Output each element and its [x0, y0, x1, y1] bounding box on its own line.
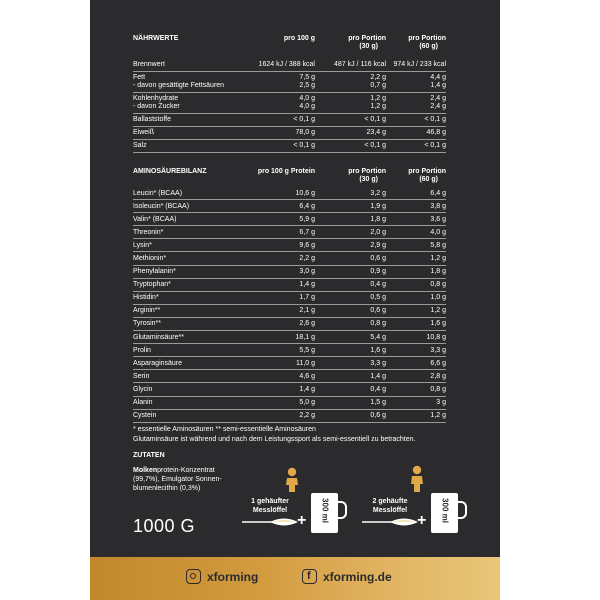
amino-row [133, 213, 446, 226]
measuring-cup-2 [431, 493, 463, 533]
amino-row [133, 226, 446, 239]
amino-row [133, 266, 446, 279]
value-60g: 46,8 g [426, 129, 446, 136]
nutrient-name: Fett - davon gesättigte Fettsäuren [133, 74, 225, 89]
amino-row [133, 318, 446, 331]
value-60g: 974 kJ / 233 kcal [393, 61, 446, 68]
nutrient-name: Ballaststoffe [133, 116, 172, 123]
scoop-icon-2 [360, 517, 420, 531]
amino-value-60g: 1,8 g [430, 268, 446, 276]
footnote-glutamine: Glutaminsäure ist während und nach dem Leistungssport als semi-essentiell zu betrachten. [133, 435, 416, 443]
plus-sign-2: + [417, 512, 427, 529]
amino-value-60g: 3,3 g [430, 346, 446, 354]
nutrition-row [133, 59, 446, 72]
amino-value-60g: 6,4 g [430, 189, 446, 197]
nutrient-name: Eiweiß [133, 129, 155, 136]
amino-value-60g: 0,8 g [430, 281, 446, 289]
amino-value-100g: 5,9 g [299, 215, 315, 223]
amino-row [133, 357, 446, 370]
amino-header [133, 166, 446, 187]
facebook-link[interactable] [302, 569, 392, 584]
instagram-link[interactable] [186, 569, 258, 584]
net-weight: 1000 G [133, 516, 196, 536]
amino-row [133, 383, 446, 396]
amino-value-100g: 9,6 g [299, 241, 315, 249]
nutrition-title: NÄHRWERTE [133, 35, 179, 42]
amino-value-30g: 0,9 g [370, 268, 386, 276]
amino-col-header-60g: pro Portion (60 g) [408, 168, 446, 183]
amino-value-60g: 3,8 g [430, 202, 446, 210]
footnotes [133, 425, 463, 444]
value-100g: < 0,1 g [293, 142, 315, 149]
amino-value-30g: 1,9 g [370, 202, 386, 210]
amino-name: Tyrosin** [133, 320, 162, 328]
nutrient-name: Kohlenhydrate - davon Zucker [133, 95, 180, 110]
amino-row [133, 200, 446, 213]
value-30g: 1,2 g 1,2 g [370, 95, 386, 110]
amino-value-100g: 2,2 g [299, 412, 315, 420]
amino-value-30g: 0,6 g [370, 412, 386, 420]
amino-row [133, 331, 446, 344]
col-header-100g: pro 100 g [283, 35, 315, 42]
value-100g: 78,0 g [295, 129, 315, 136]
amino-value-60g: 5,8 g [430, 241, 446, 249]
measuring-cup-1 [311, 493, 343, 533]
amino-row [133, 187, 446, 200]
footnote-legend: * essentielle Aminosäuren ** semi-essentielle Aminosäuren [133, 426, 316, 433]
value-100g: < 0,1 g [293, 116, 315, 123]
amino-value-100g: 6,4 g [299, 202, 315, 210]
col-header-30g: pro Portion (30 g) [348, 35, 386, 50]
nutrition-row [133, 93, 446, 114]
amino-value-30g: 3,3 g [370, 359, 386, 367]
amino-value-60g: 1,6 g [430, 320, 446, 328]
cup-volume-2: 300 ml [440, 498, 450, 523]
amino-col-header-100g: pro 100 g Protein [257, 168, 315, 175]
nutrition-table [133, 33, 446, 153]
amino-value-100g: 4,6 g [299, 372, 315, 380]
plus-sign-1: + [297, 512, 307, 529]
amino-name: Asparaginsäure [133, 359, 183, 367]
amino-value-100g: 2,2 g [299, 255, 315, 263]
amino-row [133, 252, 446, 265]
ingredients-title: ZUTATEN [133, 452, 165, 459]
amino-value-60g: 3 g [436, 399, 446, 407]
amino-value-100g: 5,5 g [299, 346, 315, 354]
amino-value-100g: 5,0 g [299, 399, 315, 407]
value-60g: < 0,1 g [424, 142, 446, 149]
amino-row [133, 397, 446, 410]
amino-value-60g: 0,8 g [430, 385, 446, 393]
amino-name: Serin [133, 372, 150, 380]
nutrition-row [133, 72, 446, 93]
amino-name: Lysin* [133, 241, 152, 249]
amino-value-30g: 0,4 g [370, 385, 386, 393]
amino-value-100g: 6,7 g [299, 228, 315, 236]
amino-name: Leucin* (BCAA) [133, 189, 183, 197]
amino-row [133, 305, 446, 318]
value-30g: < 0,1 g [364, 116, 386, 123]
amino-value-30g: 0,6 g [370, 255, 386, 263]
nutrient-name: Salz [133, 142, 147, 149]
cup-volume-1: 300 ml [320, 498, 330, 523]
amino-value-60g: 1,2 g [430, 307, 446, 315]
value-100g: 1624 kJ / 388 kcal [258, 61, 315, 68]
person-small-icon [283, 467, 301, 493]
person-tall-icon [408, 465, 426, 493]
amino-value-30g: 0,8 g [370, 320, 386, 328]
amino-name: Prolin [133, 346, 151, 354]
amino-value-100g: 2,1 g [299, 307, 315, 315]
nutrition-row [133, 140, 446, 153]
amino-row [133, 292, 446, 305]
value-30g: < 0,1 g [364, 142, 386, 149]
amino-row [133, 370, 446, 383]
instagram-icon [186, 569, 201, 584]
amino-value-60g: 1,2 g [430, 412, 446, 420]
amino-row [133, 239, 446, 252]
amino-value-60g: 4,0 g [430, 228, 446, 236]
amino-value-100g: 1,7 g [299, 294, 315, 302]
amino-value-30g: 5,4 g [370, 333, 386, 341]
value-60g: 4,4 g 1,4 g [430, 74, 446, 89]
amino-value-30g: 1,6 g [370, 346, 386, 354]
amino-value-30g: 1,4 g [370, 372, 386, 380]
amino-value-30g: 0,6 g [370, 307, 386, 315]
nutrient-name: Brennwert [133, 61, 165, 68]
amino-value-30g: 0,5 g [370, 294, 386, 302]
col-header-60g: pro Portion (60 g) [408, 35, 446, 50]
amino-row [133, 410, 446, 423]
amino-value-60g: 2,8 g [430, 372, 446, 380]
amino-value-30g: 3,2 g [370, 189, 386, 197]
amino-value-100g: 11,0 g [296, 359, 315, 367]
label-panel [90, 0, 500, 600]
amino-name: Glycin [133, 385, 153, 393]
nutrition-row [133, 127, 446, 140]
nutrition-row [133, 114, 446, 127]
amino-name: Histidin* [133, 294, 159, 302]
social-footer [90, 557, 500, 600]
amino-row [133, 344, 446, 357]
amino-value-30g: 0,4 g [370, 281, 386, 289]
value-100g: 4,0 g 4,0 g [299, 95, 315, 110]
amino-name: Threonin* [133, 228, 164, 236]
scoop-label-2: 2 gehäufte Messlöffel [372, 498, 408, 514]
amino-value-60g: 3,6 g [430, 215, 446, 223]
value-100g: 7,5 g 2,5 g [299, 74, 315, 89]
nutrition-header [133, 33, 446, 59]
scoop-icon-1 [240, 517, 300, 531]
amino-name: Phenylalanin* [133, 268, 176, 276]
amino-value-60g: 10,8 g [426, 333, 446, 341]
amino-value-60g: 1,2 g [430, 255, 446, 263]
amino-name: Valin* (BCAA) [133, 215, 177, 223]
amino-name: Isoleucin* (BCAA) [133, 202, 190, 210]
instagram-handle: xforming [207, 569, 259, 584]
amino-name: Glutaminsäure** [133, 333, 184, 341]
amino-value-30g: 1,5 g [370, 399, 386, 407]
value-30g: 23,4 g [366, 129, 386, 136]
ingredients-text: Molkenprotein-Konzentrat (99,7%), Emulgator Sonnen-blumenlecithin (0,3%) [133, 467, 222, 492]
value-60g: 2,4 g 2,4 g [430, 95, 446, 110]
amino-value-60g: 6,6 g [430, 359, 446, 367]
amino-title: AMINOSÄUREBILANZ [133, 168, 207, 175]
amino-name: Methionin* [133, 255, 167, 263]
amino-name: Alanin [133, 399, 153, 407]
amino-value-60g: 1,0 g [430, 294, 446, 302]
amino-name: Cystein [133, 412, 157, 420]
facebook-handle: xforming.de [323, 569, 392, 584]
value-60g: < 0,1 g [424, 116, 446, 123]
amino-name: Tryptophan* [133, 281, 171, 289]
amino-value-100g: 1,4 g [299, 281, 315, 289]
amino-value-100g: 10,6 g [295, 189, 315, 197]
amino-value-100g: 3,0 g [299, 268, 315, 276]
amino-value-30g: 2,0 g [370, 228, 386, 236]
amino-value-100g: 1,4 g [299, 385, 315, 393]
value-30g: 2,2 g 0,7 g [370, 74, 386, 89]
scoop-label-1: 1 gehäufter Messlöffel [251, 498, 289, 514]
value-30g: 487 kJ / 116 kcal [333, 61, 386, 68]
amino-value-100g: 18,1 g [295, 333, 315, 341]
amino-col-header-30g: pro Portion (30 g) [348, 168, 386, 183]
amino-row [133, 279, 446, 292]
facebook-icon: f [302, 569, 317, 584]
amino-table [133, 166, 446, 423]
amino-name: Arginin** [133, 307, 161, 315]
amino-value-30g: 1,8 g [370, 215, 386, 223]
amino-value-30g: 2,9 g [370, 241, 386, 249]
amino-value-100g: 2,6 g [299, 320, 315, 328]
